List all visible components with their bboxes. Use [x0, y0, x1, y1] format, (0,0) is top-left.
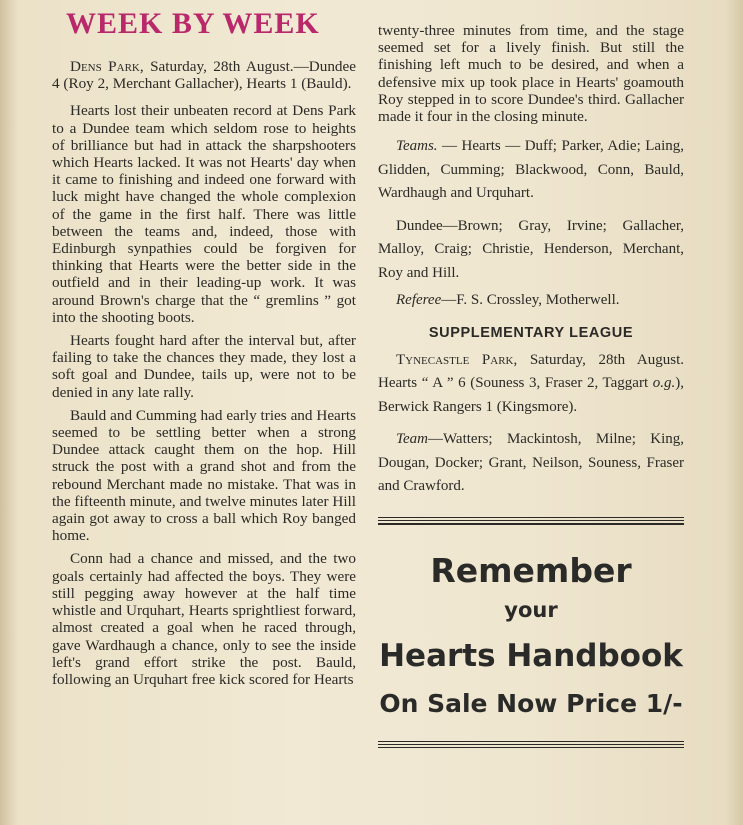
rule-line [378, 523, 684, 524]
rule-line [378, 741, 684, 742]
rule-line [378, 747, 684, 748]
report-continuation: twenty-three minutes from time, and the stage seemed set for a lively finish. But still the finishing left much to be desired, and when a defensive mix up took place in Hearts' goamouth Roy stepped in to score Dundee's third. Gallacher made it four in the closing minute. [378, 22, 684, 126]
referee-name: —F. S. Crossley, Motherwell. [441, 292, 620, 309]
dundee-lineup: Dundee—Brown; Gray, Irvine; Gallacher, Malloy, Craig; Christie, Henderson, Merchant, Roy and Hill. [378, 217, 684, 281]
supplementary-result-a: , Saturday, 28th August. Hearts “ A ” 6 (Souness 3, Fraser 2, Taggart [378, 351, 684, 392]
page-edge-shadow-left [0, 0, 18, 825]
dateline-venue: Dens Park [70, 58, 140, 75]
supplementary-team-text: —Watters; Mackintosh, Milne; King, Dougan, Docker; Grant, Neilson, Souness, Fraser and Crawford. [378, 431, 684, 495]
right-column [378, 22, 684, 750]
referee-label: Referee [396, 292, 442, 309]
rule-line [378, 517, 684, 518]
supplementary-heading: SUPPLEMENTARY LEAGUE [428, 324, 634, 341]
rule-line [378, 744, 684, 745]
supplementary-venue: Tynecastle Park [396, 351, 514, 368]
report-paragraph-2: Hearts fought hard after the interval but, after failing to take the chances they made, they lost a soft goal and Dundee, tails up, were not to be denied in any late rally. [52, 332, 356, 401]
page-edge-shadow-right [725, 0, 743, 825]
team-lineups [378, 135, 684, 313]
report-paragraph-1: Hearts lost their unbeaten record at Dens Park to a Dundee team which seldom rose to heights of brilliance but had in attack the sharpshooters which Hearts lacked. It was not Hearts' day when it came to finishing and indeed one forward with luck might have changed the whole complexion of the game in the first half. There was little between the teams and, indeed, those with Edinburgh synpathies could be forgiven for thinking that Hearts were the better side in the outfield and in their leading-up work. It was around Brown's charge that the “ gremlins ” got into the shooting boots. [52, 102, 356, 326]
advert-bottom-rules [378, 741, 684, 749]
advert-line-handbook: Hearts Handbook [379, 637, 683, 674]
own-goal-abbrev: o.g. [652, 375, 676, 392]
referee-line [378, 289, 684, 313]
team-label: Team [396, 431, 428, 448]
hearts-lineup [378, 135, 684, 206]
page-headline: WEEK BY WEEK [66, 7, 320, 40]
advert-top-rules [378, 517, 684, 525]
handbook-advert [378, 551, 684, 719]
advert-line-your: your [504, 597, 558, 622]
supplementary-league-block [378, 349, 684, 499]
hearts-lineup-text: — Hearts — Duff; Parker, Adie; Laing, Glidden, Cumming; Blackwood, Conn, Bauld, Wardhaugh and Urquhart. [378, 138, 684, 202]
supplementary-team [378, 428, 684, 499]
report-paragraph-3: Bauld and Cumming had early tries and Hearts seemed to be settling better when a strong Dundee attack caught them on the hop. Hill struck the post with a grand shot and from the rebound Merchant made no mistake. That was in the fifteenth minute, and twelve minutes later Hill again got away to cross a ball which Roy banged home. [52, 406, 356, 545]
dateline-result: , Saturday, 28th August.—Dundee 4 (Roy 2, Merchant Gallacher), Hearts 1 (Bauld). [52, 58, 356, 93]
left-column [52, 6, 356, 688]
match-dateline [52, 58, 356, 92]
teams-label: Teams. [396, 138, 438, 155]
rule-line [378, 520, 684, 521]
supplementary-result-b: ), Berwick Rangers 1 (Kingsmore). [378, 375, 684, 415]
report-paragraph-4: Conn had a chance and missed, and the two goals certainly had affected the boys. They were still pegging away however at the half time whistle and Urquhart, Hearts sprightliest forward, almost created a goal when he raced through, gave Wardhaugh a chance, only to see the inside left's grand effort strike the post. Bauld, following an Urquhart free kick scored for Hearts [52, 550, 356, 688]
advert-line-sale: On Sale Now Price 1/- [379, 688, 683, 718]
supplementary-result [378, 349, 684, 420]
advert-line-remember: Remember [430, 550, 632, 590]
